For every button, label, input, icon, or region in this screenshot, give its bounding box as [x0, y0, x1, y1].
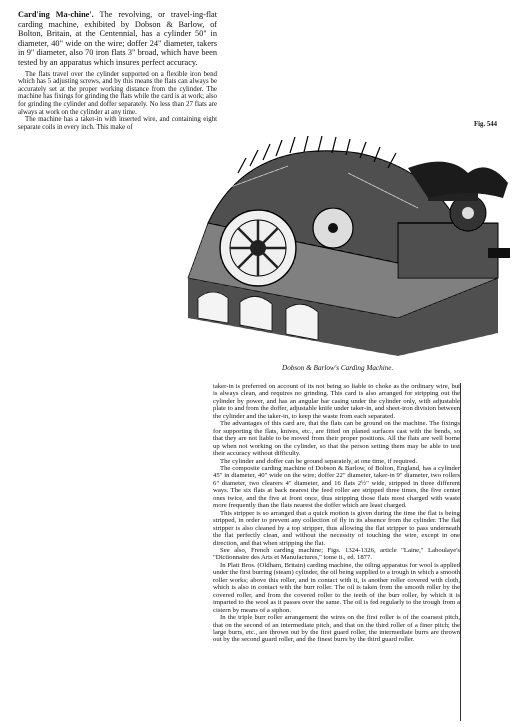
right-paragraph: In Platt Bros. (Oldham, Britain) carding machine, the oiling apparatus for wool is applied under the first burring (steam) cylinder, the oil being supplied to a trough in which a smooth roller works; above this roller, and in contact with it, is another roller covered with cloth, which is also in contact with the burr roller. The oil is taken from the smooth roller by the covered roller, and from the covered roller to the teeth of the burr roller, by which it is imparted to the wool as it passes over the same. The oil is fed regularly to the trough from a cistern by means of a siphon. — [213, 561, 460, 614]
right-paragraph: The advantages of this card are, that the flats can be ground on the machine. The fixings for supporting the flats, knives, etc., are fitted on planed surfaces cast with the bends, so that they are not liable to be moved from their proper positions. All the flats are well borne up when not working on the cylinder, so that the person setting them may be able to test their accuracy without difficulty. — [213, 420, 460, 458]
figure-caption: Dobson & Barlow's Carding Machine. — [282, 364, 394, 372]
left-paragraph: The flats travel over the cylinder supported on a flexible iron bend which has 5 adjusting screws, and by this means the flats can always be accurately set at the proper working distance from the cylinder. The machine has fixings for grinding the flats while the card is at work; also for grinding the cylinder and doffer separately. No less than 27 flats are always at work on the cylinder at any time. — [18, 70, 217, 116]
left-column — [18, 10, 217, 131]
right-paragraph: The cylinder and doffer can be ground separately, at one time, if required. — [220, 457, 418, 465]
carding-machine-engraving — [168, 128, 513, 360]
entry-heading: Card'ing Ma-chine'. — [18, 10, 94, 19]
column-rule — [460, 383, 461, 721]
right-column — [213, 383, 460, 644]
right-paragraph: In the triple burr roller arrangement the wires on the first roller is of the coarsest pitch, that on the second of an intermediate pitch, and that on the third roller of a finer pitch; the large burrs, etc., are thrown out by the first guard roller, the intermediate burrs are thrown out by the second guard roller, and the finest burrs by the third guard roller. — [213, 614, 460, 644]
right-paragraph: The composite carding machine of Dobson & Barlow, of Bolton, England, has a cylinder 45" in diameter, 40" wide on the wire; doffer 22" diameter, taker-in 9" diameter, two rollers 6" diameter, two clearers 4" diameter, and 16 flats 2½" wide, stripped in three different ways. The six flats at back nearest the feed roller are stripped three times, the five center ones twice, and the five at front once, thus stripping those flats most charged with waste more frequently than the flats nearest the doffer which are least charged. — [213, 464, 460, 510]
entry-lead-text: The revolving, or travel-ing-flat carding machine, exhibited by Dobson & Barlow, of Bolton, Britain, at the Centennial, has a cylinder 50" in diameter, 40" wide on the wire; doffer 24" diameter, takers in 9" diameter, also 70 iron flats 3" broad, which have been tested by an apparatus which insures perfect accuracy. — [18, 10, 217, 67]
figure-label: Fig. 544 — [474, 121, 498, 128]
right-paragraph: This stripper is so arranged that a quick motion is given during the time the flat is being stripped, in order to prevent any collection of fly in its absence from the cylinder. The flat stripper is also cleaned by a top stripper, thus allowing the flat stripper to pass underneath the flat perfectly clean, and without the necessity of touching the wire, except in one direction, and that when stripping the flat. — [213, 509, 460, 547]
right-paragraph: taker-in is preferred on account of its not being so liable to choke as the ordinary wire, but is always clean, and requires no grinding. This card is also arranged for stripping out the cylinder by power, and has an angular bar casing under the cylinder only, with adjustable plate to and from the doffer, adjustable knife under taker-in, and sheet-iron division between the cylinder and the taker-in, to keep the waste from each separated. — [213, 383, 461, 420]
entry-lead — [18, 10, 217, 68]
right-paragraph: See also, French carding machine; Figs. 1324-1326, article "Laine," Laboulaye's "Dictionnaire des Arts et Manufactures," tome ii., ed. 1877. — [213, 546, 460, 562]
left-paragraph: The machine has a taker-in with inserted wire, and containing eight separate coils in every inch. This make of — [18, 116, 217, 131]
